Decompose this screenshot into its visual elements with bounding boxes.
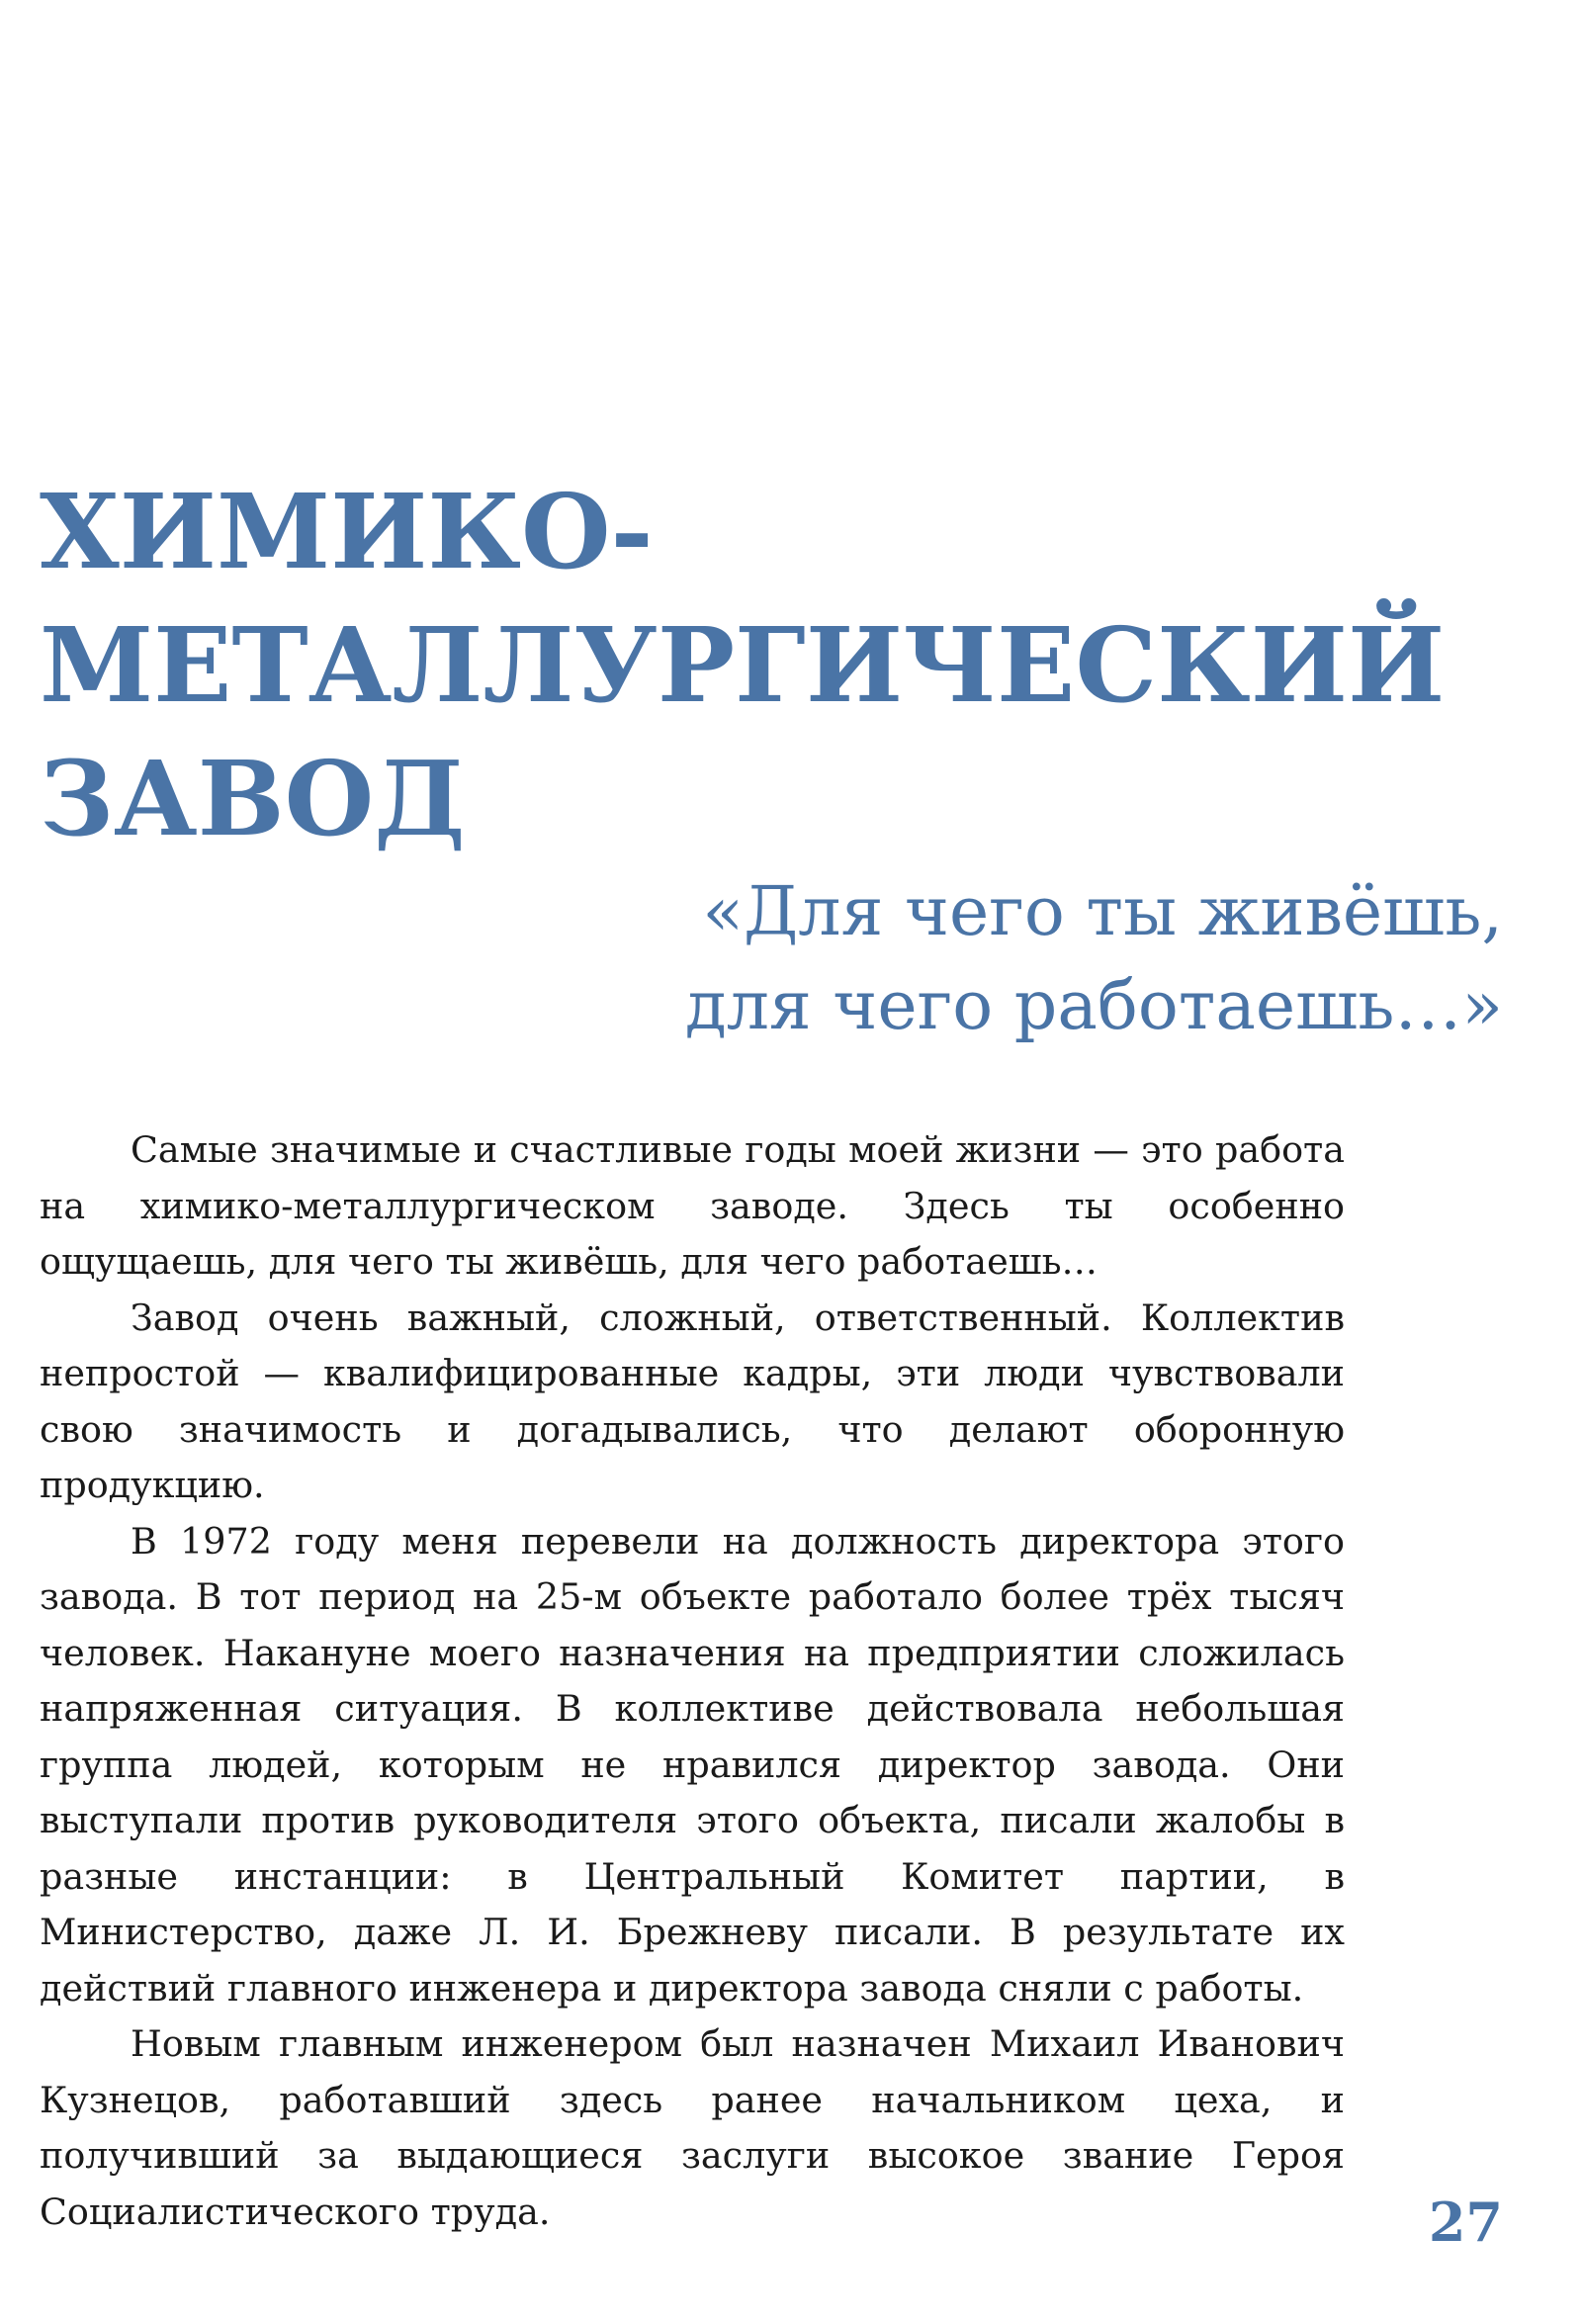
chapter-title-line-1: ХИМИКО-: [40, 471, 654, 592]
paragraph: В 1972 году меня перевели на должность директора этого завода. В тот период на 25-м объекте работало более трёх тысяч человек. Накануне моего назначения на предприятии сложилась напряженная ситуация. В коллективе действовала небольшая группа людей, которым не нравился директор завода. Они выступали против руководителя этого объекта, писали жалобы в разные инстанции: в Центральный Комитет партии, в Министерство, даже Л. И. Брежневу писали. В результате их действий главного инженера и директора завода сняли с работы.: [40, 1519, 1345, 2010]
page-number: 27: [1428, 2190, 1503, 2254]
chapter-title: [40, 465, 1445, 865]
paragraph: Новым главным инженером был назначен Михаил Иванович Кузнецов, работавший здесь ранее начальником цеха, и получивший за выдающиеся заслуги высокое звание Героя Социалистического труда.: [40, 2022, 1345, 2233]
epigraph-line-2: для чего работаешь…»: [684, 967, 1503, 1045]
chapter-title-line-2: МЕТАЛЛУРГИЧЕСКИЙ: [40, 604, 1446, 726]
epigraph: [685, 865, 1503, 1053]
epigraph-line-1: «Для чего ты живёшь,: [702, 873, 1503, 951]
chapter-title-line-3: ЗАВОД: [40, 738, 466, 859]
paragraph: Самые значимые и счастливые годы моей жизни — это работа на химико-металлургическом заводе. Здесь ты особенно ощущаешь, для чего ты живёшь, для чего работаешь…: [40, 1128, 1345, 1283]
paragraph: Завод очень важный, сложный, ответственный. Коллектив непростой — квалифицированные кадры, эти люди чувствовали свою значимость и догадывались, что делают оборонную продукцию.: [40, 1296, 1345, 1506]
body-text: [40, 1122, 1345, 2240]
